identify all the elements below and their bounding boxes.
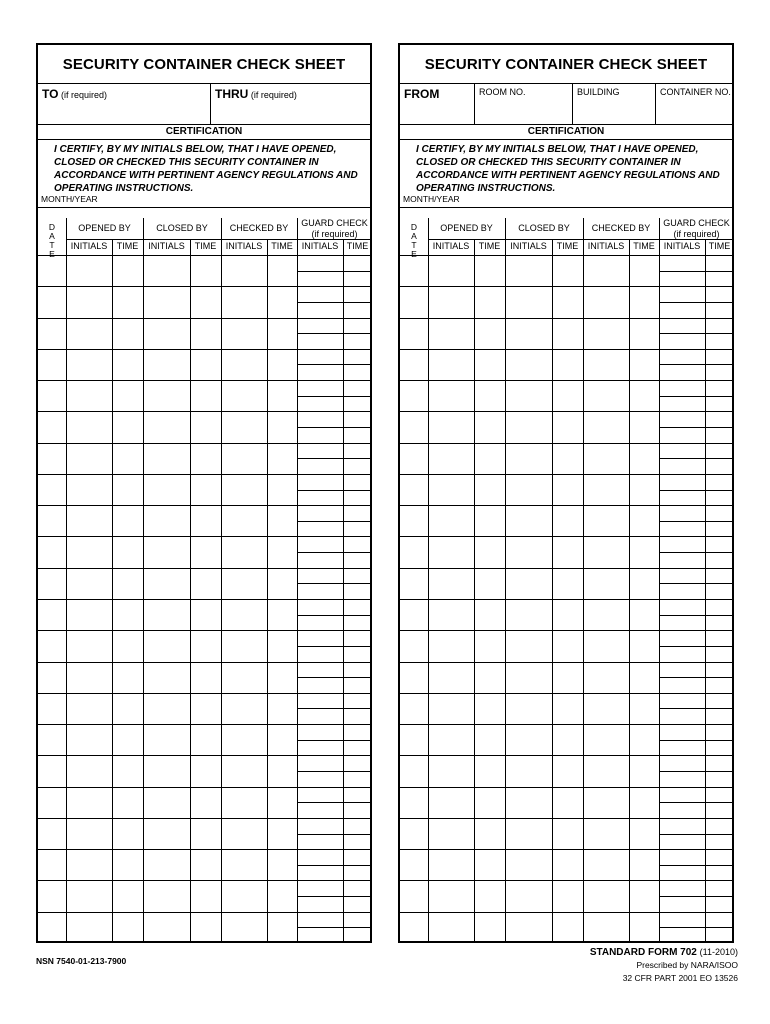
checked-by-header: CHECKED BY [229,223,289,233]
thru-field[interactable] [211,84,370,124]
nsn-number: NSN 7540-01-213-7900 [36,956,127,966]
to-field[interactable] [38,84,210,124]
location-row [400,84,732,125]
date-letter: E [49,249,55,259]
cert-line: CLOSED OR CHECKED THIS SECURITY CONTAINER IN [54,157,319,168]
initials-header: INITIALS [432,241,470,251]
cert-line: I CERTIFY, BY MY INITIALS BELOW, THAT I HAVE OPENED, [54,144,337,155]
date-letter: A [49,231,55,241]
certification-text [400,140,732,192]
certification-heading: CERTIFICATION [38,125,370,140]
room-no-field[interactable] [475,84,571,124]
thru-label: THRU [215,87,249,101]
month-year-label: MONTH/YEAR [41,194,98,204]
address-row [38,84,370,125]
cert-line: OPERATING INSTRUCTIONS. [54,183,194,194]
time-header: TIME [194,241,217,251]
cert-line: CLOSED OR CHECKED THIS SECURITY CONTAINER IN [416,157,681,168]
to-label: TO [42,87,59,101]
checked-by-header: CHECKED BY [591,223,651,233]
building-label: BUILDING [577,87,620,97]
to-note: (if required) [60,90,107,100]
initials-header: INITIALS [587,241,625,251]
date-letter: A [411,231,417,241]
time-header: TIME [271,241,293,251]
time-header: TIME [556,241,579,251]
from-label: FROM [404,87,440,101]
cert-line: ACCORDANCE WITH PERTINENT AGENCY REGULATIONS AND [54,170,358,181]
certification-text [38,140,370,192]
guard-check-label: GUARD CHECK [301,218,368,228]
guard-check-note: (if required) [673,229,720,239]
building-field[interactable] [573,84,655,124]
container-no-label: CONTAINER NO. [660,87,731,97]
from-field[interactable] [400,84,474,124]
time-header: TIME [478,241,501,251]
initials-header: INITIALS [510,241,547,251]
form-identification [590,946,738,985]
opened-by-header: OPENED BY [78,223,131,233]
cert-line: OPERATING INSTRUCTIONS. [416,183,556,194]
closed-by-header: CLOSED BY [518,223,570,233]
standard-form-number: STANDARD FORM 702 [589,947,697,958]
certification-heading: CERTIFICATION [400,125,732,140]
month-year-field[interactable] [38,192,370,208]
initials-header: INITIALS [225,241,263,251]
date-letter: T [411,240,417,250]
time-header: TIME [708,241,731,251]
closed-by-header: CLOSED BY [156,223,208,233]
date-letter: T [49,240,55,250]
form-edition: (11-2010) [699,947,738,957]
grid-lines [400,218,732,943]
cert-line: I CERTIFY, BY MY INITIALS BELOW, THAT I HAVE OPENED, [416,144,699,155]
initials-header: INITIALS [148,241,185,251]
date-letter: E [411,249,417,259]
guard-check-label: GUARD CHECK [663,218,730,228]
time-header: TIME [633,241,655,251]
check-table [38,218,370,941]
initials-header: INITIALS [301,241,339,251]
prescribed-by: Prescribed by NARA/ISOO [636,960,738,970]
guard-check-note: (if required) [311,229,358,239]
date-letter: D [48,222,56,232]
form-title: SECURITY CONTAINER CHECK SHEET [38,45,370,84]
initials-header: INITIALS [663,241,701,251]
room-no-label: ROOM NO. [479,87,526,97]
form-title: SECURITY CONTAINER CHECK SHEET [400,45,732,84]
cert-line: ACCORDANCE WITH PERTINENT AGENCY REGULATIONS AND [416,170,720,181]
month-year-label: MONTH/YEAR [403,194,460,204]
cfr-reference: 32 CFR PART 2001 EO 13526 [622,973,738,983]
opened-by-header: OPENED BY [440,223,493,233]
date-letter: D [410,222,418,232]
standard-form-line [590,946,738,959]
container-no-field[interactable] [656,84,732,124]
check-sheet-right [398,43,734,943]
check-table [400,218,732,941]
check-sheet-left [36,43,372,943]
month-year-field[interactable] [400,192,732,208]
time-header: TIME [116,241,139,251]
initials-header: INITIALS [70,241,108,251]
thru-note: (if required) [250,90,297,100]
grid-lines [38,218,370,943]
time-header: TIME [346,241,369,251]
